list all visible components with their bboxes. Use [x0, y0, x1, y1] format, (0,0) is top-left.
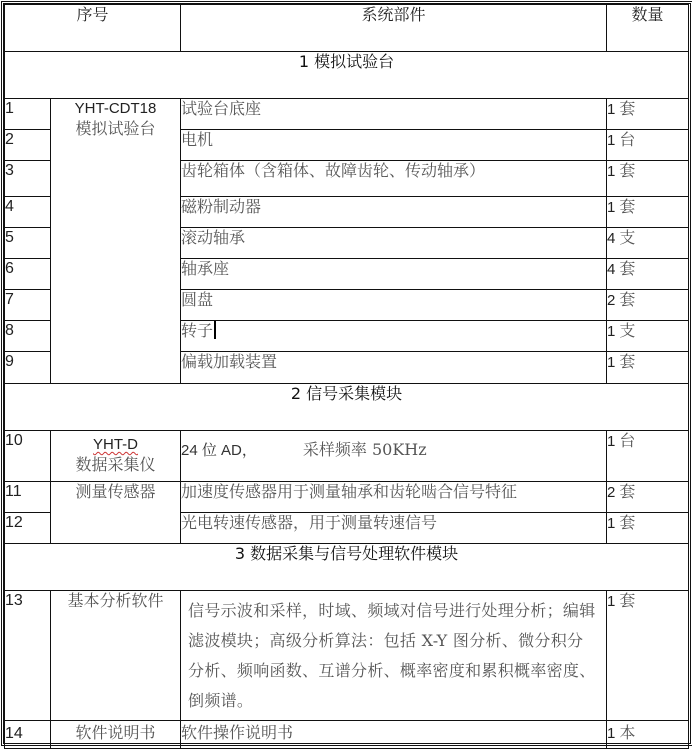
qty-number: 1 [607, 323, 616, 340]
table-row [5, 591, 689, 721]
group-cell-manual: 软件说明书 [51, 721, 181, 749]
qty-number: 1 [607, 433, 616, 450]
qty-number: 1 [607, 593, 616, 610]
row-qty [607, 352, 689, 384]
component-spec-table [4, 4, 689, 749]
table-row [5, 99, 689, 130]
row-index: 13 [5, 591, 51, 721]
qty-unit: 套 [619, 290, 636, 309]
row-qty [607, 259, 689, 290]
row-index: 10 [5, 431, 51, 482]
row-index: 14 [5, 721, 51, 749]
table-row [5, 431, 689, 482]
qty-unit: 支 [619, 228, 636, 247]
section-title-software: 3 数据采集与信号处理软件模块 [5, 544, 689, 591]
group-cell-sensors [51, 482, 181, 544]
qty-unit: 套 [619, 161, 636, 180]
row-qty [607, 721, 689, 749]
part-spec-sampling: 采样频率 50KHz [302, 440, 427, 459]
group-cell-daq [51, 431, 181, 482]
qty-unit: 套 [619, 352, 636, 371]
qty-unit: 套 [619, 482, 636, 501]
row-part: 偏载加载装置 [181, 352, 607, 384]
section-row [5, 52, 689, 99]
qty-unit: 套 [619, 513, 636, 532]
row-part [181, 431, 607, 482]
qty-unit: 台 [619, 431, 636, 450]
row-index: 4 [5, 197, 51, 228]
group-name: 数据采集仪 [75, 455, 156, 474]
row-index: 7 [5, 290, 51, 321]
header-index: 序号 [5, 5, 181, 52]
section-title-test-bench: 1 模拟试验台 [5, 52, 689, 99]
qty-number: 4 [607, 261, 616, 278]
group-model: YHT-D [93, 436, 138, 453]
qty-unit: 台 [619, 130, 636, 149]
row-qty [607, 591, 689, 721]
row-part: 试验台底座 [181, 99, 607, 130]
row-part-text: 转子 [181, 321, 214, 340]
qty-number: 1 [607, 725, 616, 742]
qty-number: 1 [607, 354, 616, 371]
group-name: 测量传感器 [75, 482, 156, 501]
row-index: 2 [5, 130, 51, 161]
row-qty [607, 197, 689, 228]
qty-unit: 本 [619, 723, 636, 742]
qty-number: 1 [607, 515, 616, 532]
header-component: 系统部件 [181, 5, 607, 52]
group-cell-analysis-software: 基本分析软件 [51, 591, 181, 721]
part-spec-ad: 24 位 AD， [181, 442, 257, 459]
qty-unit: 套 [619, 197, 636, 216]
row-part[interactable] [181, 321, 607, 352]
qty-number: 1 [607, 132, 616, 149]
row-part: 圆盘 [181, 290, 607, 321]
row-part: 轴承座 [181, 259, 607, 290]
row-qty [607, 290, 689, 321]
qty-unit: 套 [619, 99, 636, 118]
qty-unit: 套 [619, 259, 636, 278]
row-part: 加速度传感器用于测量轴承和齿轮啮合信号特征 [181, 482, 607, 513]
group-cell-test-bench [51, 99, 181, 384]
section-row [5, 544, 689, 591]
group-model: YHT-CDT18 [74, 100, 157, 117]
qty-number: 2 [607, 484, 616, 501]
row-qty [607, 99, 689, 130]
row-index: 6 [5, 259, 51, 290]
row-qty [607, 161, 689, 197]
section-row [5, 384, 689, 431]
table-row [5, 482, 689, 513]
row-index: 12 [5, 513, 51, 544]
table-header-row [5, 5, 689, 52]
row-part: 齿轮箱体（含箱体、故障齿轮、传动轴承） [181, 161, 607, 197]
row-part: 电机 [181, 130, 607, 161]
group-name: 模拟试验台 [75, 119, 156, 138]
table-row [5, 721, 689, 749]
qty-number: 2 [607, 292, 616, 309]
row-part: 软件操作说明书 [181, 721, 607, 749]
row-part: 滚动轴承 [181, 228, 607, 259]
row-qty [607, 482, 689, 513]
section-title-signal-acquisition: 2 信号采集模块 [5, 384, 689, 431]
qty-number: 4 [607, 230, 616, 247]
qty-number: 1 [607, 163, 616, 180]
row-qty [607, 431, 689, 482]
row-part: 磁粉制动器 [181, 197, 607, 228]
row-index: 1 [5, 99, 51, 130]
qty-number: 1 [607, 199, 616, 216]
row-qty [607, 130, 689, 161]
row-part: 光电转速传感器，用于测量转速信号 [181, 513, 607, 544]
row-qty [607, 513, 689, 544]
qty-number: 1 [607, 101, 616, 118]
text-cursor [214, 321, 216, 339]
qty-unit: 套 [619, 591, 636, 610]
row-index: 3 [5, 161, 51, 197]
row-part: 信号示波和采样，时域、频域对信号进行处理分析；编辑滤波模块；高级分析算法：包括 X-Y 图分析、微分积分分析、频响函数、互谱分析、概率密度和累积概率密度、倒频谱。 [181, 591, 607, 721]
row-index: 11 [5, 482, 51, 513]
row-index: 5 [5, 228, 51, 259]
row-index: 8 [5, 321, 51, 352]
row-index: 9 [5, 352, 51, 384]
header-quantity: 数量 [607, 5, 689, 52]
row-qty [607, 228, 689, 259]
qty-unit: 支 [619, 321, 636, 340]
row-qty [607, 321, 689, 352]
